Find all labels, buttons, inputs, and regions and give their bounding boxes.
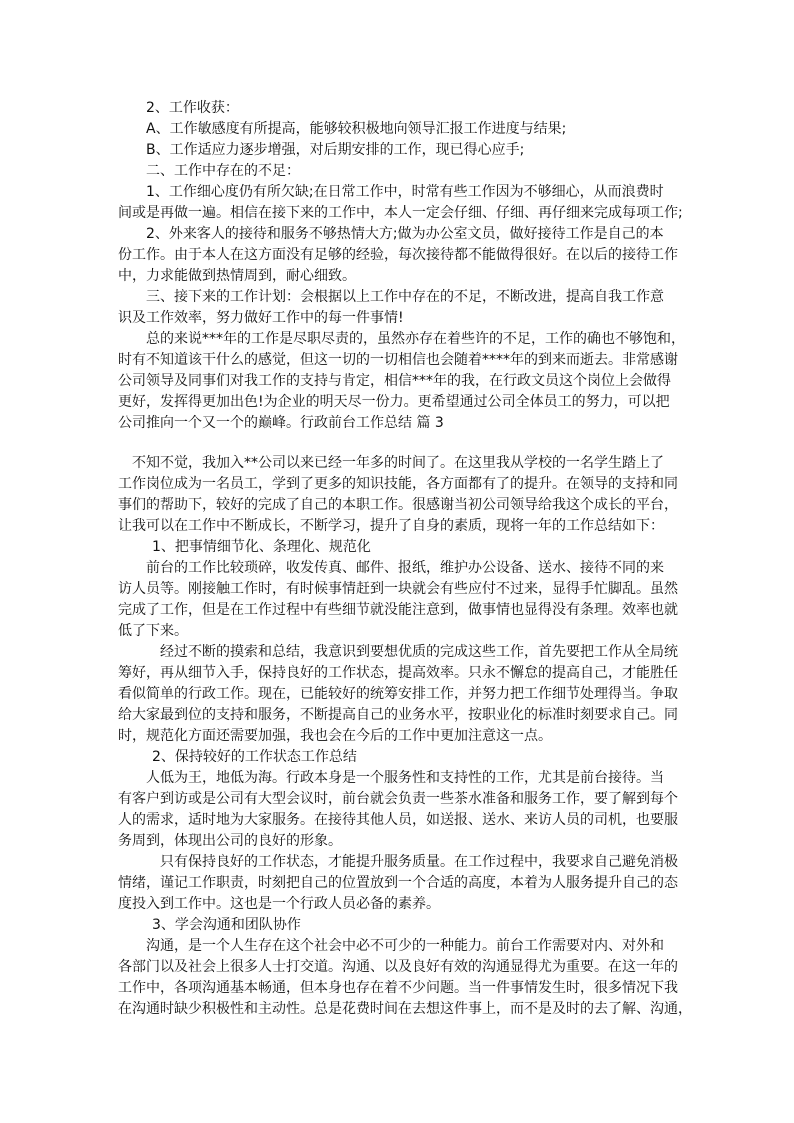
heading-next-plan: 三、接下来的工作计划：会根据以上工作中存在的不足，不断改进，提高自我工作意 — [146, 289, 664, 305]
paragraph-line: 更好，发挥得更加出色!为企业的明天尽一份力。更希望通过公司全体员工的努力，可以把 — [118, 394, 670, 410]
paragraph-line: 中，力求能做到热情周到，耐心细致。 — [118, 268, 356, 284]
heading-work-gains: 2、工作收获： — [146, 100, 239, 116]
paragraph-line: 识及工作效率，努力做好工作中的每一件事情! — [118, 310, 404, 326]
paragraph-line: 在沟通时缺少积极性和主动性。总是花费时间在去想这件事上，而不是及时的去了解、沟通， — [118, 1001, 692, 1017]
paragraph-line: 前台的工作比较琐碎，收发传真、邮件、报纸，维护办公设备、送水、接待不同的来 — [146, 560, 664, 576]
heading-shortcomings: 二、工作中存在的不足： — [146, 163, 300, 179]
paragraph-line: 度投入到工作中。这也是一个行政人员必备的素养。 — [118, 896, 440, 912]
paragraph-line: B、工作适应力逐步增强，对后期安排的工作，现已得心应手; — [146, 142, 525, 158]
paragraph-line: 低了下来。 — [118, 623, 188, 639]
paragraph-line: 经过不断的摸索和总结，我意识到要想优质的完成这些工作，首先要把工作从全局统 — [160, 644, 678, 660]
paragraph-line: 时，规范化方面还需要加强，我也会在今后的工作中更加注意这一点。 — [118, 728, 552, 744]
paragraph-line: 事们的帮助下，较好的完成了自己的本职工作。很感谢当初公司领导给我这个成长的平台， — [118, 497, 678, 513]
paragraph-line: 完成了工作，但是在工作过程中有些细节就没能注意到，做事情也显得没有条理。效率也就 — [118, 602, 678, 618]
paragraph-line: 工作中，各项沟通基本畅通，但本身也存在着不少问题。当一件事情发生时，很多情况下我 — [118, 980, 678, 996]
paragraph-line: 总的来说***年的工作是尽职尽责的，虽然亦存在着些许的不足，工作的确也不够饱和， — [146, 331, 685, 347]
paragraph-line: 访人员等。刚接触工作时，有时候事情赶到一块就会有些应付不过来，显得手忙脚乱。虽然 — [118, 581, 678, 597]
paragraph-line: A、工作敏感度有所提高，能够较积极地向领导汇报工作进度与结果; — [146, 121, 567, 137]
paragraph-line: 工作岗位成为一名员工，学到了更多的知识技能，各方面都有了的提升。在领导的支持和同 — [118, 476, 678, 492]
heading-work-state: 2、保持较好的工作状态工作总结 — [152, 749, 357, 765]
paragraph-line: 公司推向一个又一个的巅峰。行政前台工作总结 篇 3 — [118, 415, 444, 431]
paragraph-line: 份工作。由于本人在这方面没有足够的经验，每次接待都不能做得很好。在以后的接待工作 — [118, 247, 678, 263]
heading-communication: 3、学会沟通和团队协作 — [152, 917, 301, 933]
heading-detail-standardize: 1、把事情细节化、条理化、规范化 — [152, 539, 371, 555]
paragraph-line: 筹好，再从细节入手，保持良好的工作状态，提高效率。只永不懈怠的提高自己，才能胜任 — [118, 665, 678, 681]
paragraph-line: 情绪，谨记工作职责，时刻把自己的位置放到一个合适的高度，本着为人服务提升自己的态 — [118, 875, 678, 891]
paragraph-line: 人的需求，适时地为大家服务。在接待其他人员，如送报、送水、来访人员的司机，也要服 — [118, 812, 678, 828]
paragraph-line: 沟通，是一个人生存在这个社会中必不可少的一种能力。前台工作需要对内、对外和 — [146, 938, 664, 954]
paragraph-line: 有客户到访或是公司有大型会议时，前台就会负责一些茶水准备和服务工作，要了解到每个 — [118, 791, 678, 807]
paragraph-line: 给大家最到位的支持和服务，不断提高自己的业务水平，按职业化的标准时刻要求自己。同 — [118, 707, 678, 723]
paragraph-line: 不知不觉，我加入**公司以来已经一年多的时间了。在这里我从学校的一名学生踏上了 — [132, 455, 664, 471]
paragraph-line: 公司领导及同事们对我工作的支持与肯定，相信***年的我，在行政文员这个岗位上会做得 — [118, 373, 671, 389]
paragraph-line: 时有不知道该干什么的感觉，但这一切的一切相信也会随着****年的到来而逝去。非常感谢 — [118, 352, 678, 368]
paragraph-line: 只有保持良好的工作状态，才能提升服务质量。在工作过程中，我要求自己避免消极 — [160, 854, 678, 870]
paragraph-line: 各部门以及社会上很多人士打交道。沟通、以及良好有效的沟通显得尤为重要。在这一年的 — [118, 959, 678, 975]
paragraph-line: 务周到，体现出公司的良好的形象。 — [118, 833, 342, 849]
paragraph-line: 人低为王，地低为海。行政本身是一个服务性和支持性的工作，尤其是前台接待。当 — [146, 770, 664, 786]
paragraph-line: 1、工作细心度仍有所欠缺;在日常工作中，时常有些工作因为不够细心，从而浪费时 — [146, 184, 664, 200]
paragraph-line: 让我可以在工作中不断成长，不断学习，提升了自身的素质，现将一年的工作总结如下： — [118, 518, 664, 534]
paragraph-line: 间或是再做一遍。相信在接下来的工作中，本人一定会仔细、仔细、再仔细来完成每项工作; — [118, 205, 683, 221]
paragraph-line: 2、外来客人的接待和服务不够热情大方;做为办公室文员，做好接待工作是自己的本 — [146, 226, 664, 242]
paragraph-line: 看似简单的行政工作。现在，已能较好的统筹安排工作，并努力把工作细节处理得当。争取 — [118, 686, 678, 702]
